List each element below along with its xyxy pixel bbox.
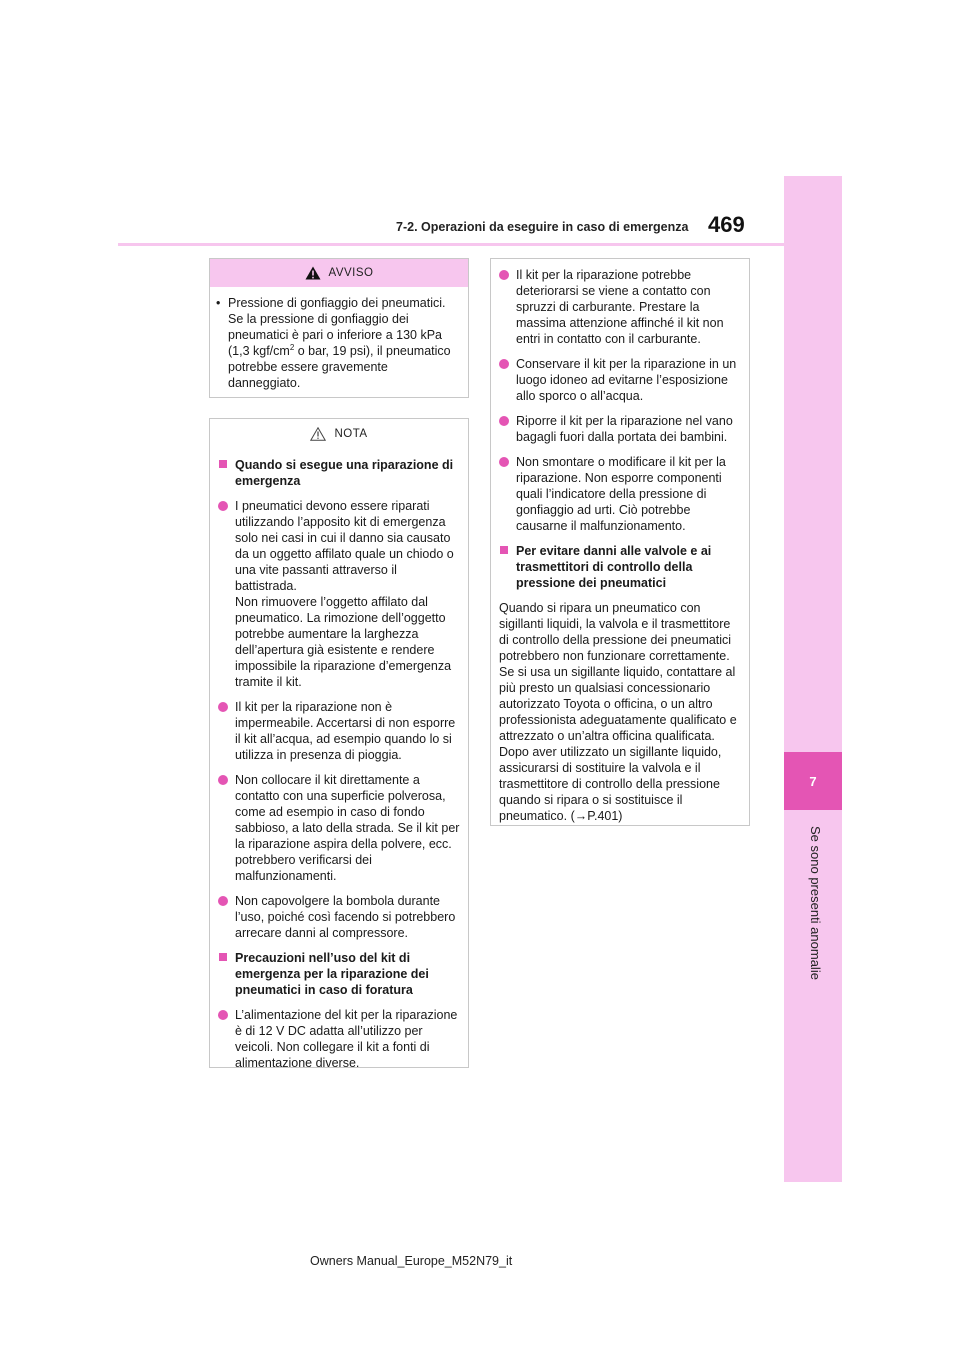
avviso-item: • Pressione di gonfiaggio dei pneumatici. Se la pressione di gonfiaggio dei pneumatici è pari o inferiore a 130 kPa (1,3 kgf/$cm^2$ o bar, 19 psi), il pneumatico potrebbe essere gravemente danneggiato.	[218, 295, 460, 391]
circle-bullet-icon	[218, 702, 228, 712]
square-bullet-icon	[219, 460, 227, 468]
circle-bullet-icon	[218, 1010, 228, 1020]
circle-bullet-icon	[218, 775, 228, 785]
chapter-number: 7	[784, 752, 842, 810]
nota-item: L’alimentazione del kit per la riparazione è di 12 V DC adatta all’utilizzo per veicoli. Non collegare il kit a fonti di alimentazione diverse.	[218, 1007, 460, 1071]
nota-title: NOTA	[334, 428, 368, 440]
nota-paragraph: Quando si ripara un pneumatico con sigillanti liquidi, la valvola e il trasmettitore di controllo della pressione dei pneumatici potrebbero non funzionare correttamente. Se si usa un sigillante liquido, contattare al più presto un qualsiasi concessionario autorizzato Toyota o officina, o un altro professionista adeguatamente qualificato e attrezzato o un’altra officina qualificata. Dopo aver utilizzato un sigillante liquido, assicurarsi di sostituire la valvola e il trasmettitore di controllo della pressione quando si ripara o si sostituisce il pneumatico. (→P.401)	[499, 601, 737, 823]
circle-bullet-icon	[499, 359, 509, 369]
circle-bullet-icon	[499, 457, 509, 467]
nota-item: Non capovolgere la bombola durante l’uso, poiché così facendo si potrebbero arrecare danni al compressore.	[218, 893, 460, 941]
avviso-box	[209, 258, 469, 398]
chapter-title: Se sono presenti anomalie	[808, 825, 823, 980]
nota-header	[210, 419, 468, 449]
circle-bullet-icon	[499, 416, 509, 426]
nota-box	[209, 418, 469, 1068]
nota-heading: Quando si esegue una riparazione di emergenza	[218, 457, 460, 489]
nota-item: Il kit per la riparazione non è impermeabile. Accertarsi di non esporre il kit all’acqua, ad esempio quando lo si utilizza in presenza di pioggia.	[218, 699, 460, 763]
nota-item: Non smontare o modificare il kit per la riparazione. Non esporre componenti quali l’indicatore della pressione di gonfiaggio ad urti. Ciò potrebbe causarne il malfunzionamento.	[499, 454, 741, 534]
header-rule	[118, 243, 784, 246]
nota-item: Il kit per la riparazione potrebbe deteriorarsi se viene a contatto con spruzzi di carburante. Prestare la massima attenzione affinché il kit non entri in contatto con il carburante.	[499, 267, 741, 347]
circle-bullet-icon	[499, 270, 509, 280]
page-number: 469	[708, 212, 745, 237]
avviso-header	[210, 259, 468, 287]
caution-triangle-icon	[310, 427, 326, 441]
circle-bullet-icon	[218, 501, 228, 511]
nota-heading: Per evitare danni alle valvole e ai trasmettitori di controllo della pressione dei pneumatici	[499, 543, 741, 591]
circle-bullet-icon	[218, 896, 228, 906]
chapter-side-tab	[784, 176, 842, 1182]
square-bullet-icon	[500, 546, 508, 554]
nota-item: Non collocare il kit direttamente a contatto con una superficie polverosa, come ad esempio in caso di fondo sabbioso, a lato della strada. Se il kit per la riparazione aspira della polvere, ecc. potrebbero verificarsi dei malfunzionamenti.	[218, 772, 460, 884]
nota-heading: Precauzioni nell’uso del kit di emergenza per la riparazione dei pneumatici in caso di foratura	[218, 950, 460, 998]
avviso-title: AVVISO	[328, 267, 374, 279]
nota-item: Riporre il kit per la riparazione nel vano bagagli fuori dalla portata dei bambini.	[499, 413, 741, 445]
footer-doc-id: Owners Manual_Europe_M52N79_it	[310, 1254, 513, 1268]
nota-item: I pneumatici devono essere riparati utilizzando l’apposito kit di emergenza solo nei casi in cui il danno sia causato da un oggetto affilato quale un chiodo o una vite passanti attraverso il battistrada. Non rimuovere l’oggetto affilato dal pneumatico. La rimozione dell’oggetto potrebbe aumentare la larghezza dell’apertura già esistente e rendere impossibile la riparazione d’emergenza tramite il kit.	[218, 498, 460, 690]
page-reference-link[interactable]: (→P.401)	[570, 809, 623, 823]
warning-triangle-icon	[305, 266, 321, 280]
nota-continuation-box	[490, 258, 750, 826]
nota-item: Conservare il kit per la riparazione in un luogo idoneo ad evitarne l’esposizione allo sporco o all’acqua.	[499, 356, 741, 404]
section-title: 7-2. Operazioni da eseguire in caso di emergenza	[396, 220, 689, 234]
square-bullet-icon	[219, 953, 227, 961]
